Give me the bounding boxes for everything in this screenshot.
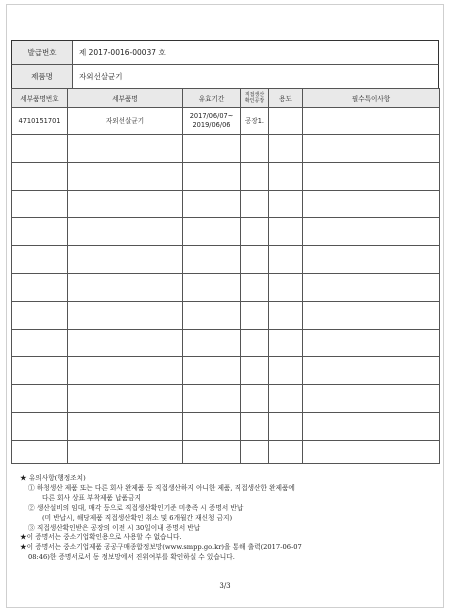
notes-section (20, 474, 430, 563)
valid-period-cell (183, 385, 241, 413)
product-name-value: 자외선살균기 (79, 72, 123, 81)
factory-cell (241, 301, 269, 329)
table-header-row (12, 89, 440, 108)
note-line: ② 생산설비의 임대, 매각 등으로 직접생산확인기준 미충족 시 증명서 반납 (28, 503, 244, 512)
table-row (12, 162, 440, 190)
use-cell (269, 218, 303, 246)
item-name-cell (68, 329, 183, 357)
item-no-cell (12, 440, 68, 463)
item-name-cell (68, 273, 183, 301)
factory-cell (241, 162, 269, 190)
col-header-item-no: 세부품명번호 (12, 89, 68, 108)
valid-period-cell (183, 412, 241, 440)
valid-period-cell (183, 329, 241, 357)
valid-period-cell (183, 357, 241, 385)
factory-cell (241, 440, 269, 463)
col-header-factory: 직접생산 확인공장 (241, 89, 269, 108)
item-name-cell (68, 301, 183, 329)
item-no-cell (12, 162, 68, 190)
special-notes-cell (303, 162, 440, 190)
use-cell (269, 329, 303, 357)
valid-period-cell (183, 135, 241, 163)
issue-number-value: 제 2017-0016-00037 호 (79, 48, 166, 57)
item-no-cell (12, 357, 68, 385)
use-cell (269, 190, 303, 218)
use-cell (269, 108, 303, 135)
special-notes-cell (303, 190, 440, 218)
item-no-cell (12, 273, 68, 301)
product-detail-table (11, 88, 440, 464)
notes-heading: ★ 유의사항(행정조치) (20, 474, 86, 482)
valid-period-cell (183, 218, 241, 246)
item-name-cell (68, 135, 183, 163)
table-row (12, 357, 440, 385)
factory-cell (241, 385, 269, 413)
factory-cell (241, 135, 269, 163)
special-notes-cell (303, 135, 440, 163)
factory-cell (241, 273, 269, 301)
table-row (12, 385, 440, 413)
col-header-use: 용도 (269, 89, 303, 108)
special-notes-cell (303, 357, 440, 385)
col-header-valid-period: 유효기간 (183, 89, 241, 108)
item-name-cell (68, 440, 183, 463)
table-row (12, 440, 440, 463)
product-name-label: 제품명 (12, 65, 73, 88)
table-row (12, 218, 440, 246)
issue-number-row (11, 40, 439, 64)
page-number: 3/3 (219, 582, 231, 590)
special-notes-cell (303, 246, 440, 274)
valid-period-cell: 2017/06/07~ 2019/06/06 (183, 108, 241, 135)
use-cell (269, 273, 303, 301)
factory-cell (241, 329, 269, 357)
item-no-cell (12, 385, 68, 413)
item-name-cell: 자외선살균기 (68, 108, 183, 135)
valid-period-cell (183, 190, 241, 218)
item-no-cell (12, 135, 68, 163)
special-notes-cell (303, 218, 440, 246)
item-no-cell (12, 246, 68, 274)
special-notes-cell (303, 108, 440, 135)
special-notes-cell (303, 385, 440, 413)
factory-cell (241, 190, 269, 218)
factory-cell (241, 246, 269, 274)
table-row (12, 108, 440, 135)
table-row (12, 273, 440, 301)
table-row (12, 135, 440, 163)
use-cell (269, 135, 303, 163)
note-line: 08:46)한 증명서로서 동 정보망에서 진위여부를 확인하실 수 있습니다. (28, 553, 235, 562)
col-header-item-name: 세부품명 (68, 89, 183, 108)
factory-cell (241, 412, 269, 440)
special-notes-cell (303, 440, 440, 463)
note-line: ★이 증명서는 중소기업확인용으로 사용할 수 없습니다. (20, 533, 182, 542)
note-line: ① 하청생산 제품 또는 다른 회사 완제품 등 직접생산하지 아니한 제품, 직접생산한 완제품에 (28, 483, 295, 492)
use-cell (269, 412, 303, 440)
factory-cell: 공장1. (241, 108, 269, 135)
table-row (12, 190, 440, 218)
use-cell (269, 301, 303, 329)
item-name-cell (68, 190, 183, 218)
special-notes-cell (303, 329, 440, 357)
use-cell (269, 162, 303, 190)
product-name-row (11, 64, 439, 88)
item-name-cell (68, 412, 183, 440)
note-line: ③ 직접생산확인받은 공장의 이전 시 30일이내 증명서 반납 (28, 523, 201, 532)
use-cell (269, 385, 303, 413)
special-notes-cell (303, 273, 440, 301)
item-name-cell (68, 246, 183, 274)
valid-period-cell (183, 273, 241, 301)
valid-period-cell (183, 440, 241, 463)
issue-number-label: 발급번호 (12, 41, 73, 64)
note-line: 다른 회사 상표 부착제품 납품금지 (42, 493, 141, 502)
table-row (12, 246, 440, 274)
factory-cell (241, 218, 269, 246)
item-name-cell (68, 218, 183, 246)
table-row (12, 412, 440, 440)
table-row (12, 329, 440, 357)
use-cell (269, 357, 303, 385)
item-no-cell (12, 218, 68, 246)
item-name-cell (68, 357, 183, 385)
special-notes-cell (303, 301, 440, 329)
note-line: ★이 증명서는 중소기업제품 공공구매종합정보망(www.smpp.go.kr)을 통해 출력(2017-06-07 (20, 543, 302, 552)
item-name-cell (68, 162, 183, 190)
col-header-special-notes: 필수특이사항 (303, 89, 440, 108)
note-line: (미 반납시, 해당제품 직접생산확인 취소 및 6개월간 재신청 금지) (42, 513, 233, 522)
use-cell (269, 440, 303, 463)
valid-period-cell (183, 246, 241, 274)
table-row (12, 301, 440, 329)
special-notes-cell (303, 412, 440, 440)
item-no-cell: 4710151701 (12, 108, 68, 135)
item-no-cell (12, 412, 68, 440)
item-no-cell (12, 301, 68, 329)
item-no-cell (12, 329, 68, 357)
valid-period-cell (183, 162, 241, 190)
item-no-cell (12, 190, 68, 218)
valid-period-cell (183, 301, 241, 329)
factory-cell (241, 357, 269, 385)
item-name-cell (68, 385, 183, 413)
use-cell (269, 246, 303, 274)
